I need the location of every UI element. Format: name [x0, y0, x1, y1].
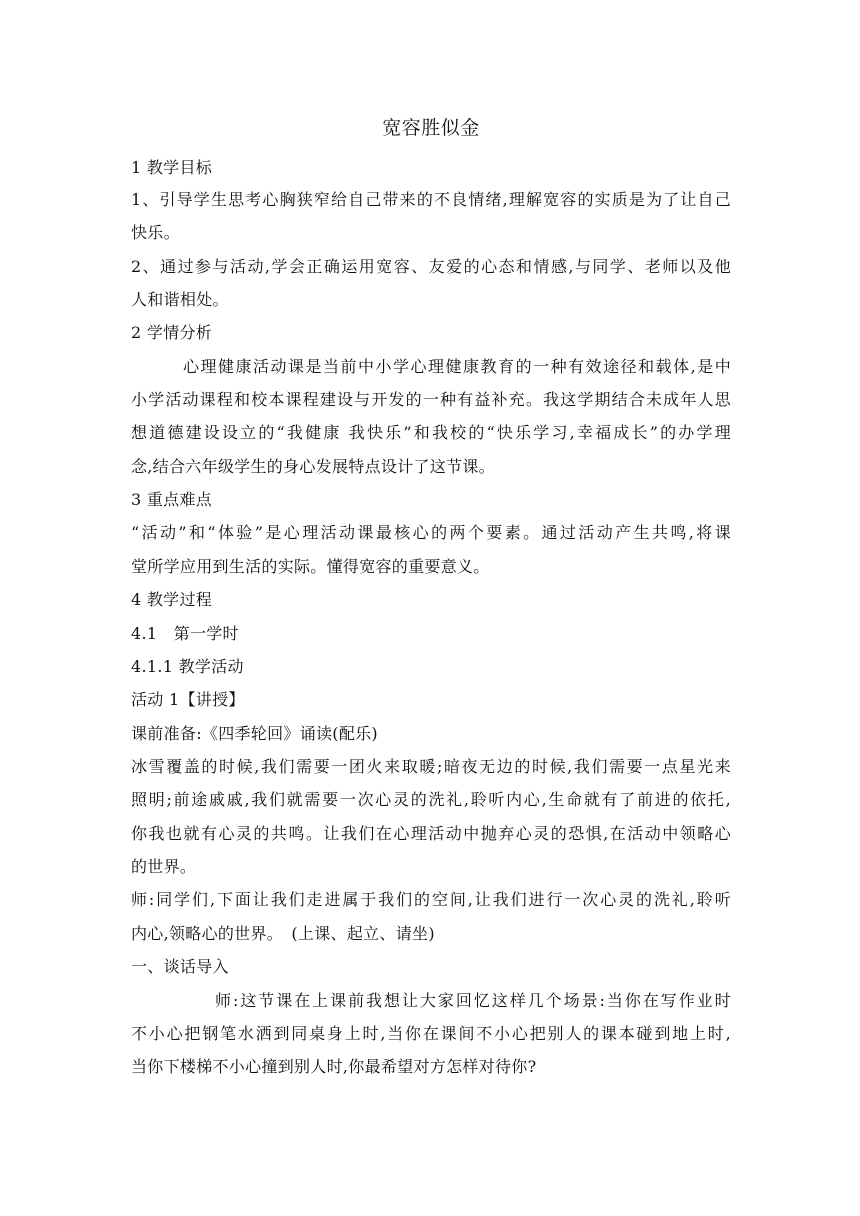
heading-teaching-activity: 4.1.1 教学活动 [131, 657, 244, 676]
heading-teaching-process: 4 教学过程 [131, 590, 213, 609]
paragraph-line: 想道德建设设立的“我健康 我快乐”和我校的“快乐学习,幸福成长”的办学理 [131, 423, 731, 442]
paragraph-line: “活动”和“体验”是心理活动课最核心的两个要素。通过活动产生共鸣,将课 [131, 523, 731, 542]
heading-intro: 一、谈话导入 [131, 957, 229, 976]
paragraph-line: 念,结合六年级学生的身心发展特点设计了这节课。 [131, 457, 495, 476]
paragraph-line: 快乐。 [131, 223, 180, 242]
paragraph-line: 师:同学们,下面让我们走进属于我们的空间,让我们进行一次心灵的洗礼,聆听 [131, 890, 731, 909]
document-title: 宽容胜似金 [382, 117, 480, 139]
paragraph-line: 你我也就有心灵的共鸣。让我们在心理活动中抛弃心灵的恐惧,在活动中领略心 [131, 824, 731, 843]
paragraph-line: 人和谐相处。 [131, 290, 229, 309]
paragraph-line: 冰雪覆盖的时候,我们需要一团火来取暖;暗夜无边的时候,我们需要一点星光来 [131, 757, 731, 776]
heading-first-period: 4.1 第一学时 [131, 624, 239, 643]
paragraph-line: 师:这节课在上课前我想让大家回忆这样几个场景:当你在写作业时 [215, 991, 731, 1010]
paragraph-line: 堂所学应用到生活的实际。懂得宽容的重要意义。 [131, 557, 490, 576]
paragraph-line: 照明;前途戚戚,我们就需要一次心灵的洗礼,聆听内心,生命就有了前进的依托, [131, 790, 731, 809]
heading-learning-analysis: 2 学情分析 [131, 323, 213, 342]
heading-key-difficulties: 3 重点难点 [131, 490, 213, 509]
paragraph-line: 的世界。 [131, 857, 197, 876]
paragraph-line: 1、引导学生思考心胸狭窄给自己带来的不良情绪,理解宽容的实质是为了让自己 [131, 190, 731, 209]
heading-teaching-goals: 1 教学目标 [131, 158, 213, 177]
paragraph-line: 当你下楼梯不小心撞到别人时,你最希望对方怎样对待你? [131, 1057, 537, 1076]
paragraph-line: 小学活动课程和校本课程建设与开发的一种有益补充。我这学期结合未成年人思 [131, 390, 731, 409]
paragraph-line: 课前准备:《四季轮回》诵读(配乐) [131, 724, 378, 743]
activity-label: 活动 1【讲授】 [131, 690, 245, 709]
paragraph-line: 2、通过参与活动,学会正确运用宽容、友爱的心态和情感,与同学、老师以及他 [131, 257, 731, 276]
paragraph-line: 不小心把钢笔水洒到同桌身上时,当你在课间不小心把别人的课本碰到地上时, [131, 1024, 731, 1043]
paragraph-line: 内心,领略心的世界。 (上课、起立、请坐) [131, 924, 435, 943]
paragraph-line: 心理健康活动课是当前中小学心理健康教育的一种有效途径和载体,是中 [183, 357, 731, 376]
